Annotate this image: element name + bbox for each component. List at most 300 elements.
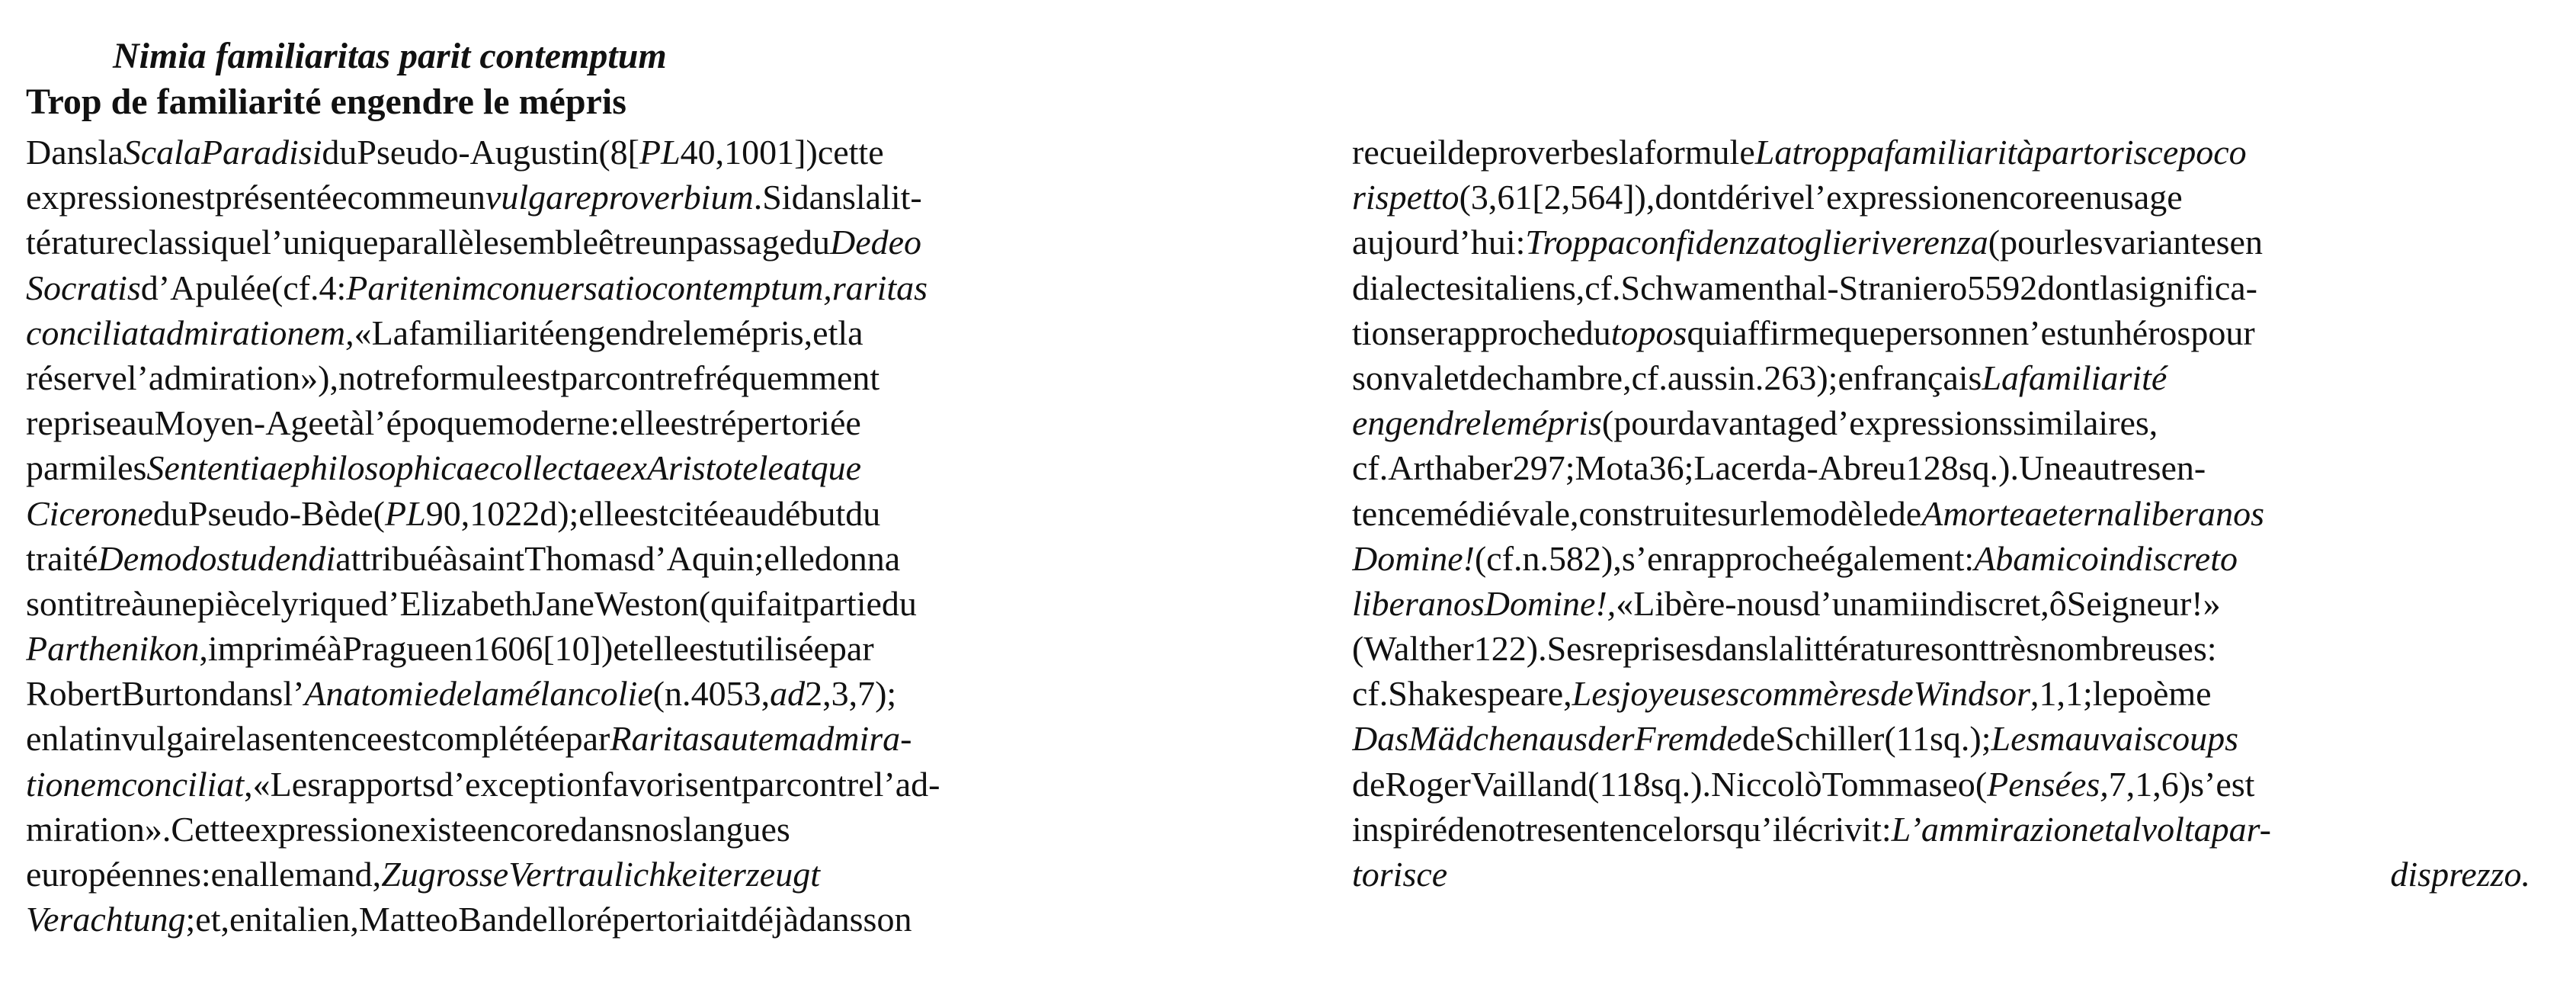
word: dans <box>1704 629 1769 669</box>
word: Verachtung <box>26 900 186 939</box>
word: Schiller <box>1775 719 1885 759</box>
word: Ab <box>1974 538 2014 578</box>
word: par <box>828 629 874 669</box>
word: Sententiae <box>146 448 293 488</box>
word: » <box>2203 583 2221 623</box>
word: Les <box>1572 674 1621 714</box>
word: 61 <box>1497 178 1533 217</box>
text-line <box>26 400 1216 445</box>
word: elle <box>578 493 630 533</box>
word: par <box>560 358 605 397</box>
word: »), <box>300 358 338 397</box>
word: aeterna <box>2024 493 2132 533</box>
word: en <box>26 719 59 759</box>
word: : <box>1515 223 1526 262</box>
word: expression <box>26 178 176 217</box>
text-line <box>26 310 1216 355</box>
word: studendi <box>216 538 336 578</box>
text-line <box>26 536 1216 581</box>
text-line <box>26 671 1216 716</box>
word: existe <box>395 809 477 849</box>
word: dans <box>218 674 284 714</box>
word: d’un <box>1802 583 1867 623</box>
word: au <box>734 493 768 533</box>
word: allemand, <box>244 855 382 894</box>
word: reprises <box>1595 629 1705 669</box>
text-line <box>26 175 1216 220</box>
word: et, <box>195 900 229 939</box>
word: déjà <box>740 900 799 939</box>
word: raritas <box>831 268 928 307</box>
word: aujourd’hui <box>1352 223 1516 262</box>
word: erzeugt <box>716 855 820 894</box>
word: davantage <box>1677 403 1820 443</box>
word: 582), <box>1549 538 1622 578</box>
word: La <box>371 313 409 352</box>
word: Socratis <box>26 268 141 307</box>
word: est <box>688 629 729 669</box>
word: encore <box>1975 178 2070 217</box>
word: le <box>1481 403 1507 443</box>
text-line <box>26 220 1216 265</box>
word: 1, <box>2135 764 2161 804</box>
word: la <box>98 133 123 172</box>
word: Vailland <box>1470 764 1588 804</box>
word: (Walther <box>1352 629 1474 669</box>
word: encore <box>476 809 571 849</box>
word: modèle <box>1785 493 1889 533</box>
word: libera <box>2132 493 2216 533</box>
word: recueil <box>1352 133 1448 172</box>
word: lorsqu’il <box>1673 809 1793 849</box>
word: sen- <box>2147 448 2206 488</box>
word: familiarità <box>1884 133 2035 172</box>
word: (PL <box>373 493 426 533</box>
word: européennes <box>26 855 201 894</box>
word: commères <box>1739 674 1881 714</box>
word: inspiré <box>1352 809 1448 849</box>
word: son <box>26 583 75 623</box>
word: dans <box>799 900 863 939</box>
word: 4 <box>319 268 337 307</box>
word: attribué <box>335 538 443 578</box>
word: Les <box>1991 719 2040 759</box>
word: enim <box>418 268 487 307</box>
word: de <box>1880 674 1914 714</box>
word: Tommaseo <box>1821 764 1975 804</box>
word: rapproche <box>1435 313 1576 352</box>
word: térature <box>26 223 133 262</box>
word: 4053, <box>690 674 771 714</box>
word: début <box>767 493 846 533</box>
word: indiscreto <box>2098 538 2238 578</box>
word: elle <box>764 538 815 578</box>
word: Windsor, <box>1913 674 2039 714</box>
word: (Pensées, <box>1975 764 2109 804</box>
word: toglie <box>1777 223 1857 262</box>
text-line <box>1352 310 2530 355</box>
word: 6) <box>2161 764 2191 804</box>
word: topos <box>1610 313 1687 352</box>
word: écrivit <box>1792 809 1882 849</box>
word: similaires, <box>2012 403 2158 443</box>
word: amico <box>2013 538 2099 578</box>
word: cette <box>817 133 884 172</box>
word: vulgare <box>485 178 591 217</box>
word: autem <box>713 719 799 759</box>
word: l’ad- <box>873 764 940 804</box>
word: pour <box>2190 313 2255 352</box>
word: conciliat <box>26 313 149 352</box>
word: classique <box>133 223 262 262</box>
word: un <box>450 178 485 217</box>
text-line <box>1352 581 2530 626</box>
word: Bandello <box>458 900 585 939</box>
word: en <box>439 629 473 669</box>
word: 40, <box>680 133 725 172</box>
word: du <box>1575 313 1611 352</box>
word: un <box>2079 313 2115 352</box>
word: Les <box>270 764 322 804</box>
word: : <box>1964 538 1975 578</box>
word: affirme <box>1732 313 1834 352</box>
word: : <box>2206 629 2217 669</box>
word: libera <box>1352 583 1436 623</box>
word: 263) <box>1764 358 1828 397</box>
text-line <box>1352 536 2530 581</box>
word: Lacerda-Abreu <box>1693 448 1906 488</box>
word: collectae <box>489 448 617 488</box>
word: d’expressions <box>1819 403 2013 443</box>
word: langues <box>683 809 790 849</box>
word: ex <box>616 448 647 488</box>
word: Jane <box>532 583 594 623</box>
word: de <box>1888 493 1922 533</box>
word: ; <box>1981 719 1991 759</box>
word: est <box>382 719 421 759</box>
word: conuersatio <box>486 268 652 307</box>
word: reprise <box>26 403 122 443</box>
word: cf. <box>1631 358 1668 397</box>
word: 564]), <box>1570 178 1655 217</box>
word: répertoriée <box>709 403 861 443</box>
word: réserve <box>26 358 127 397</box>
word: par <box>741 764 787 804</box>
word: morte <box>1943 493 2025 533</box>
word: philosophicae <box>293 448 490 488</box>
word: moderne <box>487 403 610 443</box>
word: talvolta <box>2104 809 2212 849</box>
word: héros <box>2114 313 2191 352</box>
word: Weston <box>594 583 699 623</box>
word: de <box>1741 719 1776 759</box>
word: son <box>1352 358 1401 397</box>
word: se <box>1406 313 1436 352</box>
text-line <box>1352 175 2530 220</box>
word: du <box>152 493 188 533</box>
word: 128 <box>1905 448 1959 488</box>
word: riverenza <box>1857 223 1988 262</box>
word: formule <box>410 358 522 397</box>
word: L’ammirazione <box>1891 809 2105 849</box>
word: proverbium. <box>591 178 763 217</box>
word: dialectes <box>1352 268 1475 307</box>
word: La <box>1754 133 1793 172</box>
word: Pseudo-Augustin <box>357 133 599 172</box>
word: ; <box>1828 358 1838 397</box>
word: A <box>1921 493 1943 533</box>
word: favorisent <box>601 764 742 804</box>
word: à <box>326 629 343 669</box>
word: sq.) <box>1930 719 1982 759</box>
word: parmi <box>26 448 108 488</box>
word: d’Aquin <box>637 538 755 578</box>
word: également <box>1820 538 1965 578</box>
word: cf. <box>1352 674 1389 714</box>
text-line <box>26 130 1216 175</box>
word: 297 <box>1512 448 1565 488</box>
word: contre <box>605 358 693 397</box>
word: par <box>565 719 610 759</box>
french-proverb-heading: Trop de familiarité engendre le mépris <box>26 82 626 122</box>
text-line <box>26 581 1216 626</box>
word: répertoriait <box>585 900 741 939</box>
word: Scala <box>123 133 201 172</box>
word: sentence <box>261 719 383 759</box>
word: engendre <box>554 313 684 352</box>
right-text-column <box>1352 130 2530 897</box>
word: Mädchen <box>1408 719 1540 759</box>
text-line <box>26 491 1216 536</box>
word: nos <box>1435 583 1485 623</box>
word: Cette <box>171 809 245 849</box>
word: (qui <box>698 583 755 623</box>
word: Dans <box>26 133 98 172</box>
word: 1606 <box>473 629 543 669</box>
word: du <box>881 583 917 623</box>
text-line <box>1352 265 2530 310</box>
word: lit- <box>881 178 922 217</box>
word: en <box>229 900 263 939</box>
text-line <box>1352 355 2530 400</box>
word: Matteo <box>358 900 459 939</box>
word: La <box>1982 358 2020 397</box>
word: et <box>323 403 350 443</box>
text-line <box>1352 807 2530 852</box>
word: ; <box>1684 448 1694 488</box>
text-line <box>1352 716 2530 761</box>
word: Seigneur <box>2066 583 2192 623</box>
word: littérature <box>1794 629 1930 669</box>
word: rapports <box>321 764 436 804</box>
word: mélancolie <box>498 674 653 714</box>
word: 122). <box>1473 629 1547 669</box>
word: parallèle <box>378 223 499 262</box>
word: pièce <box>197 583 271 623</box>
word: (cf. <box>271 268 319 307</box>
word: de <box>438 674 473 714</box>
word: partie <box>802 583 882 623</box>
word: Robert <box>26 674 122 714</box>
word: : <box>336 268 347 307</box>
word: Parthenikon, <box>26 629 208 669</box>
word: 7, <box>2108 764 2135 804</box>
word: 7) <box>857 674 887 714</box>
word: valet <box>1400 358 1469 397</box>
word: De <box>830 223 871 262</box>
word: comme <box>347 178 450 217</box>
word: en <box>2229 223 2263 262</box>
word: ; <box>569 493 579 533</box>
word: s’en <box>1621 538 1680 578</box>
word: 1,1 <box>2039 674 2083 714</box>
word: poème <box>2117 674 2212 714</box>
word: (n. <box>652 674 691 714</box>
word: familiarité <box>409 313 555 352</box>
word: son <box>863 900 912 939</box>
word: nos <box>2216 493 2264 533</box>
word: en <box>2069 178 2103 217</box>
word: ô <box>2049 583 2067 623</box>
text-line <box>26 355 1216 400</box>
word: !, <box>1595 583 1616 623</box>
word: elle <box>638 629 689 669</box>
word: le <box>1760 493 1786 533</box>
text-line <box>1352 762 2530 807</box>
word: du <box>845 493 881 533</box>
word: nos <box>634 809 684 849</box>
word: ; <box>754 538 764 578</box>
word: les <box>107 448 147 488</box>
word: Si <box>762 178 792 217</box>
text-line <box>1352 671 2530 716</box>
word: du <box>795 223 830 262</box>
word: contemptum, <box>652 268 832 307</box>
word: significa- <box>2125 268 2257 307</box>
text-line <box>26 626 1216 671</box>
word: dans <box>791 178 856 217</box>
word: fréquemment <box>692 358 880 397</box>
text-line <box>1352 220 2530 265</box>
word: sont <box>1930 629 1989 669</box>
word: l’admiration <box>127 358 301 397</box>
word: (cf. <box>1474 538 1523 578</box>
word: ; <box>1565 448 1575 488</box>
word: 1022d) <box>469 493 569 533</box>
word: sq.). <box>1650 764 1711 804</box>
word: deo <box>870 223 922 262</box>
word: De <box>98 538 139 578</box>
word: personne <box>1885 313 2012 352</box>
text-line <box>1352 852 2530 897</box>
word: ». <box>144 809 171 849</box>
word: familiarité <box>2019 358 2167 397</box>
word: sq.). <box>1958 448 2019 488</box>
word: n. <box>1737 358 1764 397</box>
word: la <box>2100 268 2126 307</box>
word: qui <box>1687 313 1732 352</box>
word: n’est <box>2011 313 2080 352</box>
latin-proverb-heading: Nimia familiaritas parit contemptum <box>113 36 667 76</box>
word: d’Apulée <box>140 268 271 307</box>
word: très <box>1988 629 2039 669</box>
word: Vertraulichkeit <box>508 855 717 894</box>
word: ; <box>2082 674 2093 714</box>
text-line <box>1352 400 2530 445</box>
word: Schwamenthal-Straniero <box>1620 268 1968 307</box>
word: Troppa <box>1525 223 1626 262</box>
word: notre <box>338 358 411 397</box>
word: imprimé <box>207 629 327 669</box>
word: traité <box>26 538 98 578</box>
word: mauvais <box>2039 719 2157 759</box>
word: Arthaber <box>1388 448 1513 488</box>
word: la <box>838 313 863 352</box>
word: Niccolò <box>1711 764 1822 804</box>
word: troppa <box>1792 133 1885 172</box>
word: cf. <box>1352 448 1389 488</box>
word: la <box>235 719 262 759</box>
word: à <box>442 538 459 578</box>
word: (pour <box>1601 403 1678 443</box>
word: construite <box>1578 493 1717 533</box>
word: d’exception <box>435 764 601 804</box>
word: saint <box>458 538 525 578</box>
word: citée <box>668 493 735 533</box>
word: Burton <box>121 674 219 714</box>
word: vulgaire <box>121 719 236 759</box>
word: conciliat, <box>121 764 253 804</box>
word: ! <box>2191 583 2203 623</box>
word: est <box>670 403 710 443</box>
word: (8 <box>598 133 628 172</box>
text-line <box>1352 626 2530 671</box>
text-line <box>1352 130 2530 175</box>
word: formule <box>1644 133 1755 172</box>
word: poco <box>2178 133 2247 172</box>
word: ; <box>185 900 196 939</box>
word: 2, <box>805 674 831 714</box>
word: lyrique <box>271 583 371 623</box>
word: Libère-nous <box>1633 583 1803 623</box>
word: modo <box>139 538 217 578</box>
word: [2, <box>1532 178 1571 217</box>
word: variantes <box>2103 223 2230 262</box>
word: coups <box>2156 719 2239 759</box>
word: Thomas <box>524 538 638 578</box>
word: usage <box>2102 178 2183 217</box>
word: der <box>1588 719 1635 759</box>
word: « <box>1616 583 1634 623</box>
word: 90, <box>425 493 470 533</box>
word: donna <box>814 538 901 578</box>
word: français <box>1870 358 1982 397</box>
word: : <box>200 855 211 894</box>
word: les <box>2064 223 2103 262</box>
word: Prague <box>342 629 440 669</box>
word: Moyen-Age <box>154 403 324 443</box>
word: atque <box>783 448 861 488</box>
word: italien, <box>262 900 359 939</box>
word: Roger <box>1385 764 1471 804</box>
word: par- <box>2211 809 2271 849</box>
word: aussi <box>1667 358 1738 397</box>
word: contre <box>786 764 874 804</box>
text-line <box>26 265 1216 310</box>
word: Shakespeare, <box>1388 674 1572 714</box>
word: complétée <box>421 719 566 759</box>
word: 3, <box>831 674 858 714</box>
